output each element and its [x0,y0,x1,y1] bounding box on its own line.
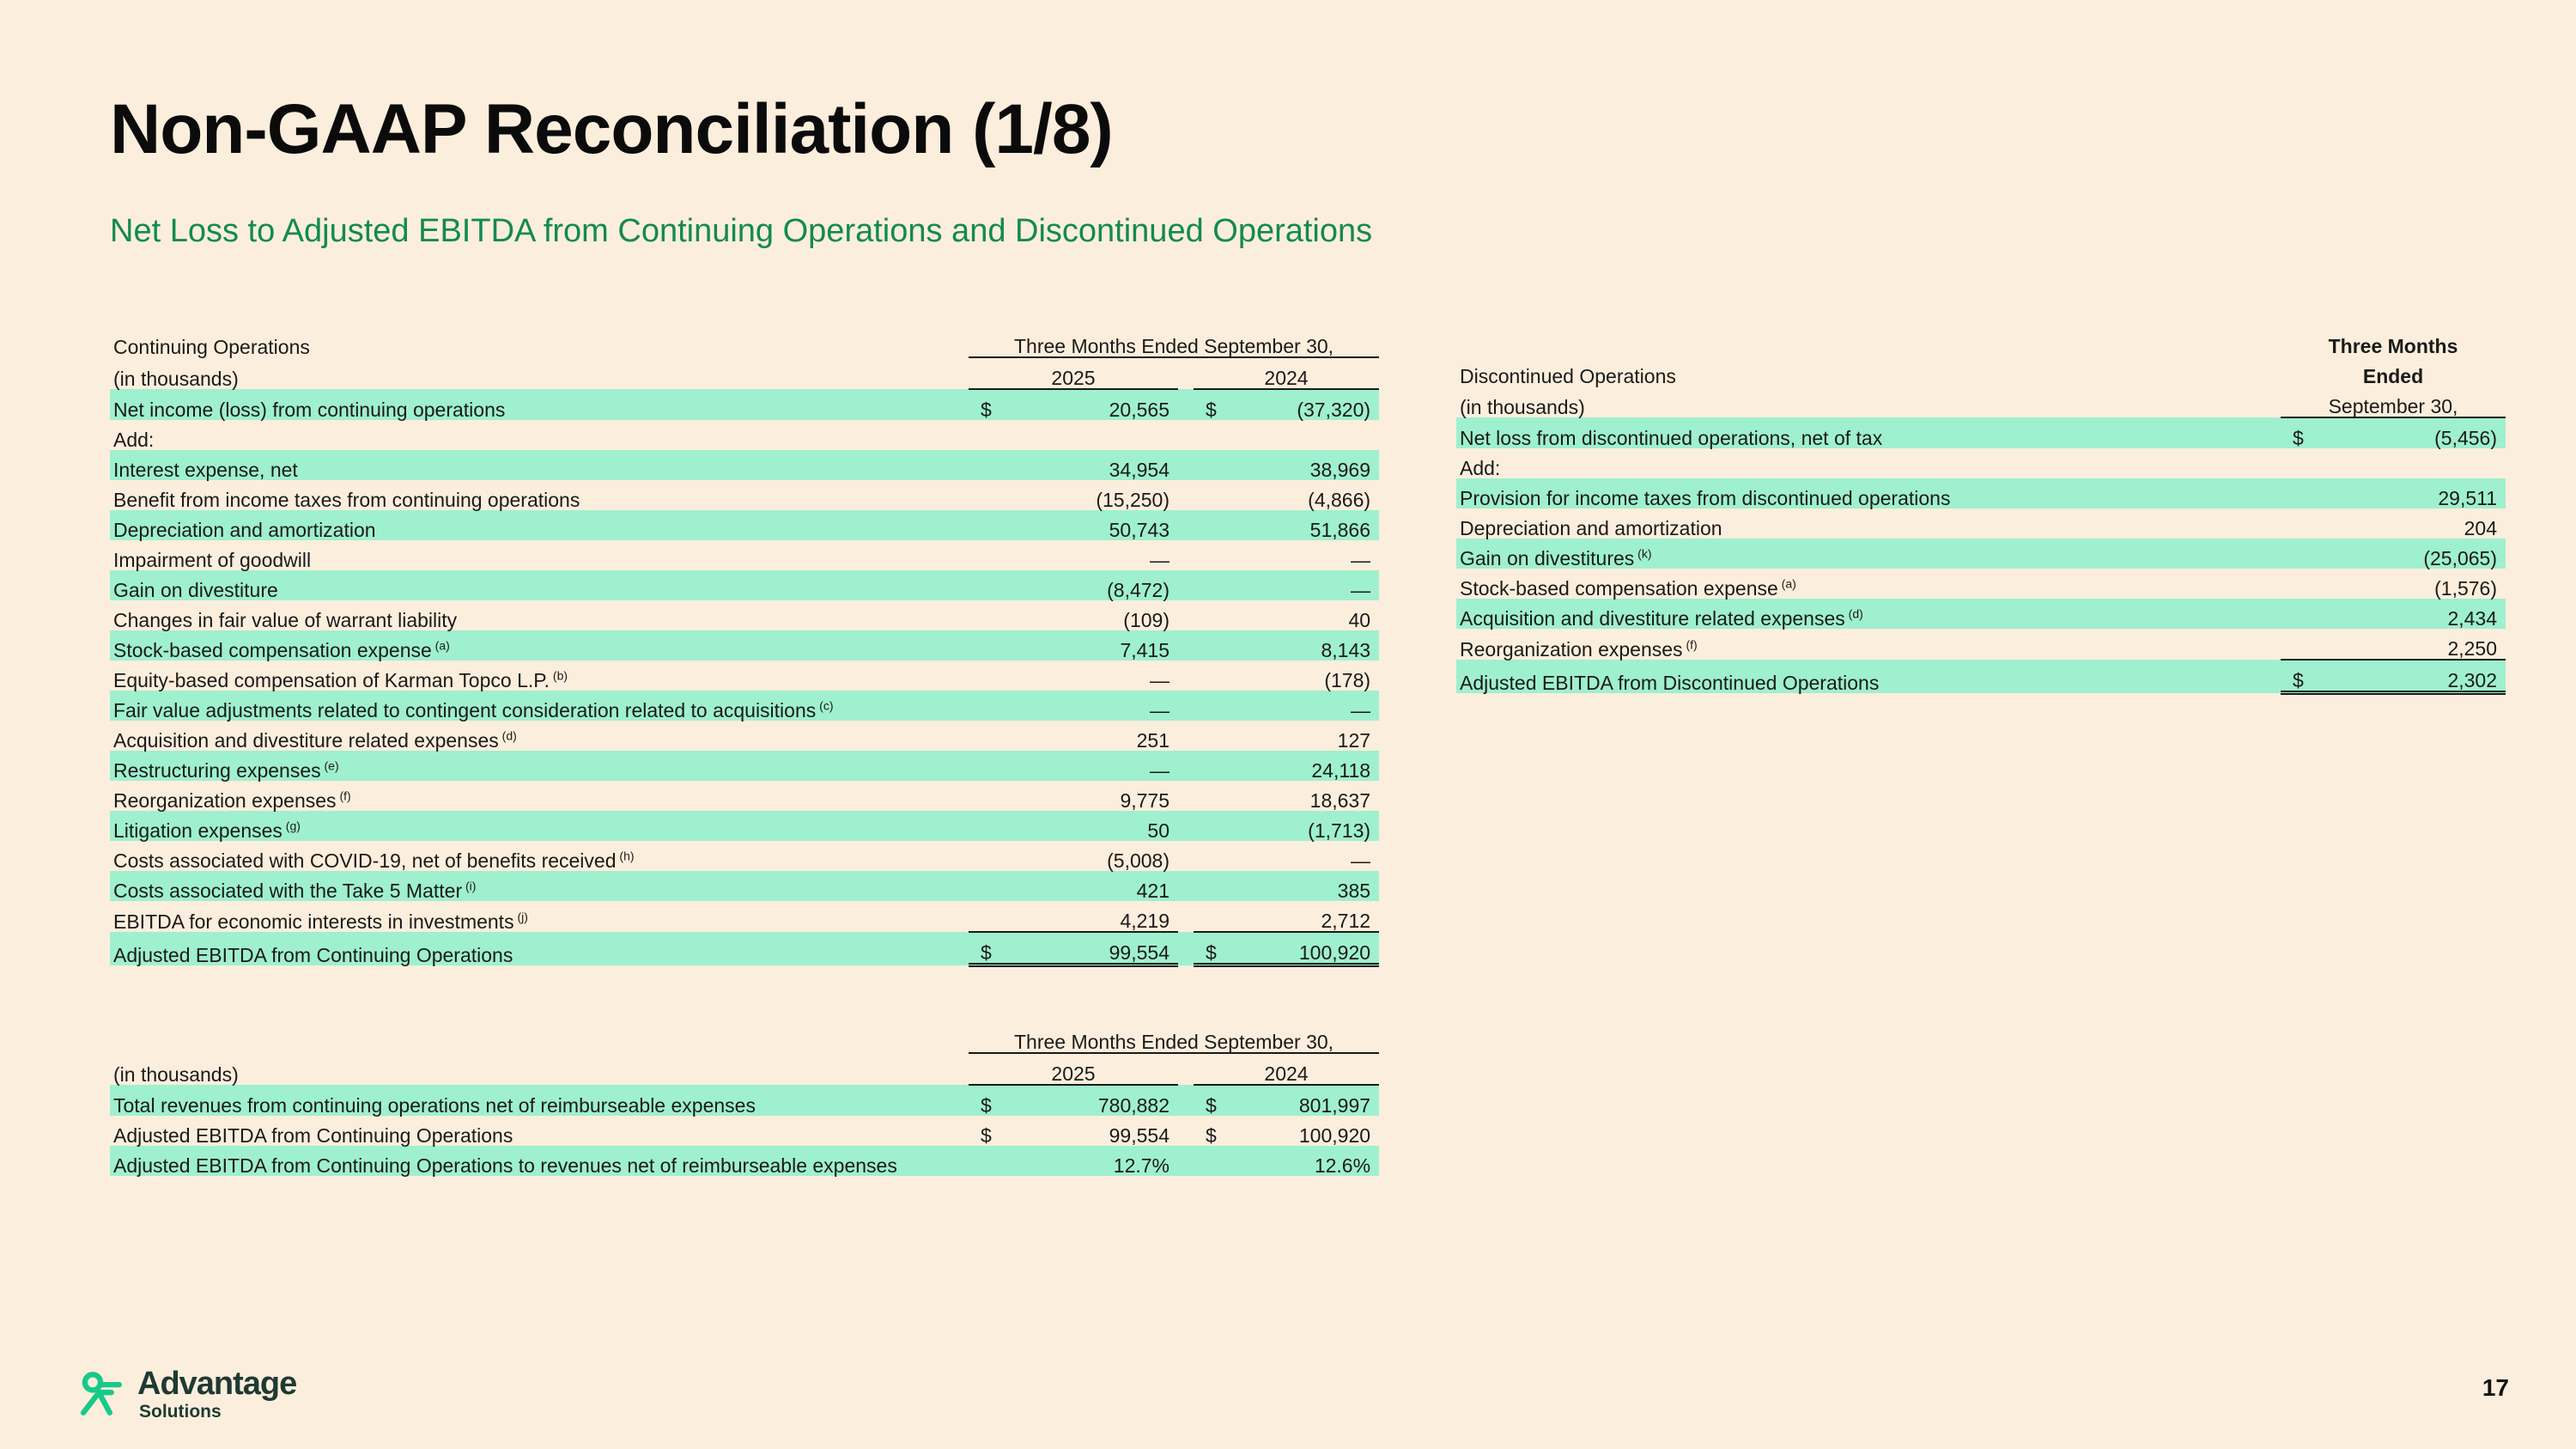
currency-symbol [2281,569,2310,599]
continuing-col-2024: 2024 [1194,357,1379,389]
row-label: Acquisition and divestiture related expenses $^{(d)}$ [113,728,517,752]
column-gap [1178,781,1194,811]
logo-wordmark: Advantage [137,1366,297,1402]
currency-symbol-2024: $ [1206,1124,1217,1147]
discontinued-period-line1: Three Months [2328,335,2458,357]
table-row [1456,478,2506,508]
column-gap [1178,480,1194,510]
page-title: Non-GAAP Reconciliation (1/8) [110,90,1113,168]
total-row [110,932,1379,965]
table-row [110,540,1379,570]
row-label: EBITDA for economic interests in investments $^{(j)}$ [113,910,528,933]
row-label: Interest expense, net [113,459,298,481]
currency-symbol-2025 [969,450,998,480]
row-label: Depreciation and amortization [1460,517,1722,539]
table-row [1456,569,2506,599]
value-2024: 801,997 [1298,1094,1371,1117]
table-row [110,480,1379,510]
value-2024: — [1351,579,1371,601]
column-gap [1178,1146,1194,1176]
footnote-marker: (h) [616,849,635,863]
continuing-table-title: Continuing Operations [113,336,310,358]
row-label: Provision for income taxes from discontinued operations [1460,487,1951,509]
footnote-marker: (g) [282,819,301,833]
column-gap [1178,420,1194,450]
table-row [110,841,1379,871]
value-2024: 2,712 [1321,910,1371,932]
value-2024 [1223,420,1379,450]
currency-symbol-2025: $ [981,399,992,421]
row-label: Gain on divestitures $^{(k)}$ [1460,546,1652,569]
footnote-marker: (c) [816,698,834,713]
footnote-marker: (k) [1634,546,1652,561]
currency-symbol-2025 [969,1146,998,1176]
row-label: Add: [1460,457,1501,479]
margin-col-2025: 2025 [969,1053,1178,1085]
value-2024: 38,969 [1309,459,1371,481]
currency-symbol-2024 [1194,1146,1223,1176]
row-label: Restructuring expenses $^{(e)}$ [113,758,339,782]
discontinued-units-label: (in thousands) [1460,396,1585,418]
currency-symbol-2024 [1194,901,1223,932]
currency-symbol-2024 [1194,420,1223,450]
advantage-runner-icon [76,1369,125,1419]
value-2025: 99,554 [998,932,1178,965]
table-row [110,1146,1379,1176]
footnote-marker: (d) [1844,606,1863,621]
value-2025: 4,219 [1120,910,1170,932]
row-label: Changes in fair value of warrant liability [113,609,458,631]
row-label: Net loss from discontinued operations, net of tax [1460,427,1883,449]
margin-header-spacer [110,1022,969,1053]
column-gap [1178,630,1194,661]
row-label: Gain on divestiture [113,579,278,601]
value-2024: 18,637 [1309,789,1371,812]
value-2025: 9,775 [1120,789,1170,812]
row-label: Equity-based compensation of Karman Topco L.P. $^{(b)}$ [113,668,568,691]
footnote-marker: (d) [498,728,517,743]
currency-symbol-2025 [969,661,998,691]
currency-symbol-2025 [969,691,998,721]
table-row [110,420,1379,450]
footnote-marker: (i) [462,879,477,893]
currency-symbol-2025 [969,540,998,570]
footnote-marker: (j) [513,910,528,924]
row-label: Litigation expenses $^{(g)}$ [113,819,301,842]
currency-symbol [2281,539,2310,569]
discontinued-header-row-2 [1456,387,2506,417]
value-2025: 251 [1136,729,1170,752]
currency-symbol [2281,629,2310,660]
value-2025: — [1150,699,1170,721]
currency-symbol-2024 [1194,600,1223,630]
currency-symbol-2025 [969,630,998,661]
column-gap [1178,510,1194,540]
column-gap [1178,691,1194,721]
margin-units-label: (in thousands) [113,1063,239,1086]
margin-period-header: Three Months Ended September 30, [969,1022,1379,1053]
continuing-operations-table [110,326,1379,967]
row-label: Net income (loss) from continuing operations [113,399,506,421]
currency-symbol-2025 [969,510,998,540]
table-row [110,1085,1379,1116]
currency-symbol-2025 [969,480,998,510]
table-row [110,630,1379,661]
value-2024: (4,866) [1308,489,1371,511]
value-2025: 99,554 [1109,1124,1170,1147]
value-2025: 7,415 [1120,639,1170,661]
footnote-marker: (a) [1777,576,1796,591]
currency-symbol: $ [2293,427,2304,449]
table-row [110,811,1379,841]
currency-symbol-2024 [1194,871,1223,901]
currency-symbol-2024 [1194,570,1223,600]
row-label: Fair value adjustments related to contingent consideration related to acquisitions $^{(c)}$ [113,698,834,721]
table-row [110,661,1379,691]
margin-table-head [110,1022,1379,1085]
column-gap [1178,871,1194,901]
currency-symbol-2024 [1194,751,1223,781]
discontinued-header-row-1 [1456,356,2506,387]
currency-symbol-2024 [1194,480,1223,510]
currency-symbol [2281,478,2310,508]
continuing-header-row-1 [110,326,1379,357]
table-row [110,721,1379,751]
value-2024: — [1351,549,1371,571]
value-2024: (178) [1324,669,1371,691]
row-label: Total revenues from continuing operations net of reimburseable expenses [113,1094,756,1117]
currency-symbol-2025 [969,871,998,901]
value-2025: (109) [1123,609,1170,631]
page-number: 17 [2482,1374,2509,1401]
footnote-marker: (f) [1682,637,1698,652]
currency-symbol [2281,448,2310,478]
row-label: Benefit from income taxes from continuing operations [113,489,580,511]
column-gap [1178,1085,1194,1116]
column-gap [1178,1116,1194,1146]
value-2025: — [1150,669,1170,691]
table-row [1456,599,2506,629]
value: 2,302 [2310,660,2506,693]
value-2024: — [1351,699,1371,721]
row-label: Adjusted EBITDA from Continuing Operations [113,1124,513,1147]
value: (1,576) [2434,577,2497,600]
value-2025: — [1150,549,1170,571]
currency-symbol-2025: $ [981,1094,992,1117]
continuing-col-2025: 2025 [969,357,1178,389]
currency-symbol-2024: $ [1206,399,1217,421]
row-label: Acquisition and divestiture related expenses $^{(d)}$ [1460,606,1863,630]
currency-symbol-2024 [1194,540,1223,570]
value: 2,250 [2447,637,2497,660]
value-2024: 100,920 [1298,1124,1371,1147]
row-label: Depreciation and amortization [113,519,376,541]
value: 29,511 [2438,487,2497,509]
margin-header-gap [1178,1053,1194,1085]
continuing-period-header: Three Months Ended September 30, [969,326,1379,357]
currency-symbol-2025 [969,811,998,841]
value: 2,434 [2447,607,2497,630]
currency-symbol-2024 [1194,841,1223,871]
value-2025: 780,882 [1097,1094,1170,1117]
column-gap [1178,600,1194,630]
discontinued-table-title: Discontinued Operations [1460,365,1676,387]
value-2025: (8,472) [1107,579,1170,601]
column-gap [1178,751,1194,781]
value-2025: 50 [1147,819,1170,842]
continuing-table-head [110,326,1379,389]
table-row [1456,448,2506,478]
page-subtitle: Net Loss to Adjusted EBITDA from Continuing Operations and Discontinued Operations [110,213,1373,249]
column-gap [1178,450,1194,480]
logo-tagline: Solutions [139,1402,222,1422]
continuing-header-row-2 [110,357,1379,389]
margin-header-row-1 [110,1022,1379,1053]
value-2024: 40 [1348,609,1371,631]
row-label: Adjusted EBITDA from Continuing Operations [113,943,513,966]
column-gap [1178,932,1194,965]
value: 204 [2464,517,2497,539]
margin-col-2024: 2024 [1194,1053,1379,1085]
value-2024: 51,866 [1309,519,1371,541]
table-row [110,510,1379,540]
margin-header-row-2 [110,1053,1379,1085]
currency-symbol-2024 [1194,510,1223,540]
currency-symbol-2024 [1194,661,1223,691]
currency-symbol-2025 [969,841,998,871]
currency-symbol-2024 [1194,691,1223,721]
currency-symbol-2025 [969,600,998,630]
row-label: Stock-based compensation expense $^{(a)}$ [113,638,450,661]
table-row [1456,629,2506,660]
continuing-units-label: (in thousands) [113,368,239,390]
column-gap [1178,389,1194,420]
row-label: Reorganization expenses $^{(f)}$ [113,788,351,812]
table-row [110,450,1379,480]
currency-symbol-2025: $ [981,1124,992,1147]
value-2024: 100,920 [1223,932,1379,965]
currency-symbol-2024 [1194,721,1223,751]
currency-symbol [2281,508,2310,539]
table-row [1456,508,2506,539]
value-2025: — [1150,759,1170,782]
value: (25,065) [2423,547,2497,569]
table-row [110,1116,1379,1146]
column-gap [1178,570,1194,600]
column-gap [1178,721,1194,751]
table-row [110,600,1379,630]
table-row [110,901,1379,932]
currency-symbol-2024: $ [1194,932,1223,965]
value-2024: (37,320) [1297,399,1371,421]
margin-table-body [110,1085,1379,1176]
value-2024: 24,118 [1311,759,1371,782]
row-label: Impairment of goodwill [113,549,312,571]
value-2025 [998,420,1178,450]
table-row [110,871,1379,901]
value-2024: — [1351,849,1371,872]
adjusted-ebitda-margin-table [110,1022,1379,1176]
footnote-marker: (a) [431,638,450,653]
value-2025: 34,954 [1109,459,1170,481]
currency-symbol-2024 [1194,630,1223,661]
column-gap [1178,661,1194,691]
currency-symbol-2025 [969,751,998,781]
currency-symbol-2025 [969,781,998,811]
currency-symbol: $ [2281,660,2310,693]
currency-symbol-2025 [969,420,998,450]
table-row [1456,417,2506,448]
currency-symbol-2025: $ [969,932,998,965]
column-gap [1178,811,1194,841]
row-label: Stock-based compensation expense $^{(a)}$ [1460,576,1796,600]
currency-symbol-2025 [969,721,998,751]
row-label: Reorganization expenses $^{(f)}$ [1460,637,1698,661]
currency-symbol-2024: $ [1206,1094,1217,1117]
discontinued-period-line3: September 30, [2281,387,2506,417]
currency-symbol-2025 [969,570,998,600]
continuing-table-body [110,389,1379,965]
company-logo [76,1364,333,1431]
discontinued-table-body [1456,417,2506,693]
value [2310,448,2506,478]
footnote-marker: (e) [320,758,339,773]
discontinued-header-spacer [1456,326,2281,356]
footnote-marker: (f) [336,788,351,803]
value-2024: (1,713) [1308,819,1371,842]
value-2025: (5,008) [1107,849,1170,872]
discontinued-table-head [1456,326,2506,417]
value-2024: 127 [1337,729,1371,752]
row-label: Adjusted EBITDA from Continuing Operations to revenues net of reimburseable expenses [113,1154,897,1177]
column-gap [1178,841,1194,871]
currency-symbol-2024 [1194,450,1223,480]
value-2024: 8,143 [1321,639,1371,661]
currency-symbol [2281,599,2310,629]
value-2025: (15,250) [1096,489,1170,511]
value: (5,456) [2434,427,2497,449]
table-row [110,751,1379,781]
value-2024: 385 [1337,880,1371,902]
continuing-header-gap [1178,357,1194,389]
table-row [1456,539,2506,569]
footnote-marker: (b) [550,668,568,683]
discontinued-operations-table [1456,326,2506,695]
table-row [110,691,1379,721]
table-row [110,781,1379,811]
value-2025: 421 [1136,880,1170,902]
currency-symbol-2024 [1194,781,1223,811]
value-2025: 12.7% [1113,1154,1170,1177]
row-label: Adjusted EBITDA from Discontinued Operations [1460,671,1880,694]
discontinued-period-line2: Ended [2362,365,2424,387]
row-label: Costs associated with the Take 5 Matter $^{(i)}$ [113,879,477,902]
table-row [110,389,1379,420]
value-2024: 12.6% [1314,1154,1371,1177]
row-label: Add: [113,429,155,451]
currency-symbol-2024 [1194,811,1223,841]
total-row [1456,660,2506,693]
column-gap [1178,901,1194,932]
currency-symbol-2025 [969,901,998,932]
column-gap [1178,540,1194,570]
value-2025: 50,743 [1109,519,1170,541]
table-row [110,570,1379,600]
row-label: Costs associated with COVID-19, net of benefits received $^{(h)}$ [113,849,635,872]
value-2025: 20,565 [1109,399,1170,421]
discontinued-header-row-0 [1456,326,2506,356]
